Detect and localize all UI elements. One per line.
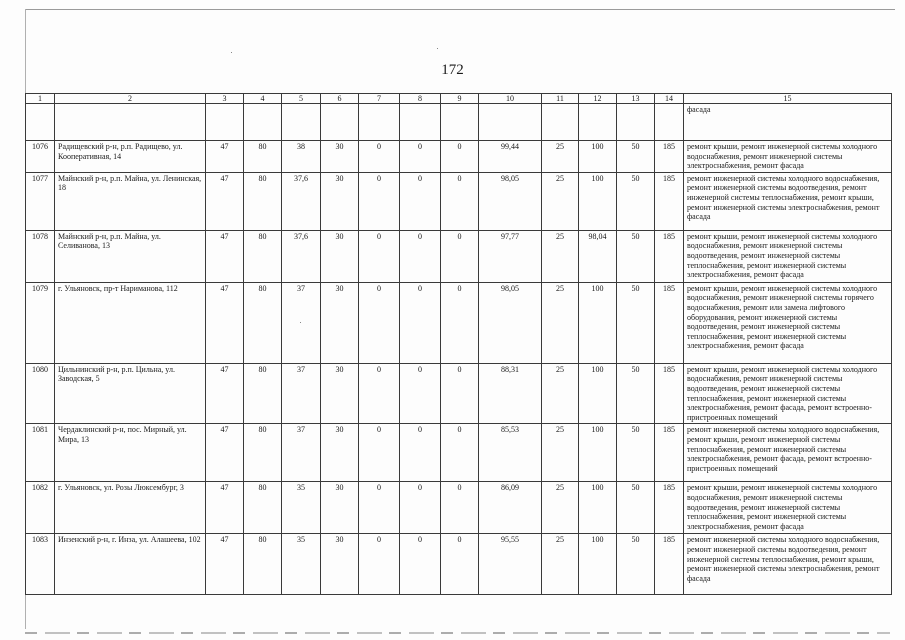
value-cell: 50 (617, 141, 655, 173)
works-cell: ремонт инженерной системы холодного водоснабжения, ремонт инженерной системы водоотведения, ремонт инженерной системы теплоснабжения, ремонт крыши, ремонт инженерной системы электроснабжения, ремонт фасада (684, 172, 892, 230)
value-cell: 37 (282, 424, 321, 482)
table-row (26, 482, 892, 534)
scan-speck (231, 52, 232, 53)
table-row (26, 282, 892, 363)
value-cell: 47 (206, 282, 244, 363)
table-row (26, 363, 892, 424)
value-cell: 47 (206, 230, 244, 282)
header-cell: 1 (26, 94, 55, 104)
value-cell: 0 (400, 230, 441, 282)
works-cell: ремонт крыши, ремонт инженерной системы холодного водоснабжения, ремонт инженерной системы горячего водоснабжения, ремонт или замена лифтового оборудования, ремонт инженерной системы водоотведения, ремонт инженерной системы теплоснабжения, ремонт инженерной системы электроснабжения, ремонт фасада (684, 282, 892, 363)
value-cell: 95,55 (479, 534, 542, 595)
header-cell: 8 (400, 94, 441, 104)
value-cell: 0 (359, 172, 400, 230)
value-cell: 50 (617, 482, 655, 534)
value-cell: 185 (655, 141, 684, 173)
row-number: 1081 (26, 424, 55, 482)
value-cell: 0 (441, 172, 479, 230)
value-cell: 38 (282, 141, 321, 173)
header-cell: 13 (617, 94, 655, 104)
value-cell: 25 (542, 141, 579, 173)
page-top-edge (25, 9, 895, 10)
value-cell: 0 (400, 424, 441, 482)
continuation-row (26, 104, 892, 141)
header-cell: 11 (542, 94, 579, 104)
value-cell: 25 (542, 482, 579, 534)
column-number-header-row (26, 94, 892, 104)
value-cell: 30 (321, 282, 359, 363)
value-cell: 98,04 (579, 230, 617, 282)
value-cell: 0 (441, 482, 479, 534)
works-cell: фасада (684, 104, 892, 141)
value-cell: 25 (542, 230, 579, 282)
works-cell: ремонт крыши, ремонт инженерной системы холодного водоснабжения, ремонт инженерной системы водоотведения, ремонт инженерной системы теплоснабжения, ремонт инженерной системы электроснабжения, ремонт фасада (684, 230, 892, 282)
header-cell: 12 (579, 94, 617, 104)
value-cell: 99,44 (479, 141, 542, 173)
row-number: 1083 (26, 534, 55, 595)
value-cell: 30 (321, 424, 359, 482)
value-cell: 35 (282, 482, 321, 534)
header-cell: 14 (655, 94, 684, 104)
page-number: 172 (441, 62, 464, 78)
value-cell: 185 (655, 363, 684, 424)
value-cell: 0 (441, 282, 479, 363)
value-cell: 185 (655, 534, 684, 595)
address-cell: Майнский р-н, р.п. Майна, ул. Ленинская, 18 (55, 172, 206, 230)
scan-speck (437, 48, 438, 49)
row-number: 1076 (26, 141, 55, 173)
header-cell: 9 (441, 94, 479, 104)
value-cell: 0 (359, 534, 400, 595)
table-row (26, 230, 892, 282)
address-cell: Майнский р-н, р.п. Майна, ул. Селиванова, 13 (55, 230, 206, 282)
value-cell: 0 (441, 141, 479, 173)
value-cell: 98,05 (479, 282, 542, 363)
value-cell: 0 (359, 482, 400, 534)
value-cell: 30 (321, 141, 359, 173)
value-cell: 30 (321, 230, 359, 282)
value-cell: 37 (282, 363, 321, 424)
value-cell: 37,6 (282, 230, 321, 282)
row-number: 1078 (26, 230, 55, 282)
value-cell: 0 (359, 230, 400, 282)
value-cell: 97,77 (479, 230, 542, 282)
value-cell: 50 (617, 282, 655, 363)
value-cell: 100 (579, 482, 617, 534)
value-cell: 0 (359, 282, 400, 363)
value-cell: 80 (244, 282, 282, 363)
value-cell: 80 (244, 172, 282, 230)
address-cell: Радищевский р-н, р.п. Радищево, ул. Кооперативная, 14 (55, 141, 206, 173)
value-cell: 50 (617, 172, 655, 230)
value-cell: 50 (617, 230, 655, 282)
value-cell: 30 (321, 363, 359, 424)
value-cell: 185 (655, 424, 684, 482)
table-row (26, 424, 892, 482)
header-cell: 6 (321, 94, 359, 104)
header-cell: 2 (55, 94, 206, 104)
header-cell: 4 (244, 94, 282, 104)
value-cell: 0 (441, 534, 479, 595)
value-cell: 47 (206, 534, 244, 595)
table-row (26, 534, 892, 595)
value-cell: 100 (579, 363, 617, 424)
value-cell: 47 (206, 141, 244, 173)
value-cell: 30 (321, 534, 359, 595)
repair-program-table (25, 93, 892, 595)
value-cell: 47 (206, 424, 244, 482)
value-cell: 100 (579, 534, 617, 595)
value-cell: 80 (244, 482, 282, 534)
value-cell: 25 (542, 282, 579, 363)
value-cell: 185 (655, 230, 684, 282)
value-cell: 100 (579, 282, 617, 363)
value-cell: 47 (206, 482, 244, 534)
value-cell: 0 (441, 230, 479, 282)
row-number: 1077 (26, 172, 55, 230)
value-cell: 100 (579, 424, 617, 482)
value-cell: 50 (617, 424, 655, 482)
value-cell: 80 (244, 424, 282, 482)
row-number: 1080 (26, 363, 55, 424)
value-cell: 98,05 (479, 172, 542, 230)
works-cell: ремонт крыши, ремонт инженерной системы холодного водоснабжения, ремонт инженерной системы водоотведения, ремонт инженерной системы теплоснабжения, ремонт инженерной системы электроснабжения, ремонт фасада (684, 482, 892, 534)
value-cell: 47 (206, 172, 244, 230)
value-cell: 50 (617, 363, 655, 424)
works-cell: ремонт крыши, ремонт инженерной системы холодного водоснабжения, ремонт инженерной системы водоотведения, ремонт инженерной системы теплоснабжения, ремонт инженерной системы электроснабжения, ремонт фасада, ремонт встроенно-пристроенных помещений (684, 363, 892, 424)
row-number: 1082 (26, 482, 55, 534)
value-cell: 80 (244, 534, 282, 595)
value-cell: 100 (579, 172, 617, 230)
value-cell: 0 (359, 363, 400, 424)
value-cell: 25 (542, 363, 579, 424)
value-cell: 185 (655, 282, 684, 363)
value-cell: 185 (655, 482, 684, 534)
value-cell: 50 (617, 534, 655, 595)
value-cell: 85,53 (479, 424, 542, 482)
value-cell: 80 (244, 363, 282, 424)
value-cell: 185 (655, 172, 684, 230)
value-cell: 0 (400, 172, 441, 230)
value-cell: 86,09 (479, 482, 542, 534)
works-cell: ремонт крыши, ремонт инженерной системы холодного водоснабжения, ремонт инженерной системы электроснабжения, ремонт фасада (684, 141, 892, 173)
value-cell: 88,31 (479, 363, 542, 424)
value-cell: 30 (321, 482, 359, 534)
value-cell: 0 (400, 482, 441, 534)
value-cell: 47 (206, 363, 244, 424)
address-cell: Чердаклинский р-н, пос. Мирный, ул. Мира, 13 (55, 424, 206, 482)
value-cell: 0 (359, 424, 400, 482)
works-cell: ремонт инженерной системы холодного водоснабжения, ремонт крыши, ремонт инженерной системы теплоснабжения, ремонт инженерной системы электроснабжения, ремонт фасада, ремонт встроенно-пристроенных помещений (684, 424, 892, 482)
value-cell: 0 (441, 363, 479, 424)
header-cell: 15 (684, 94, 892, 104)
value-cell: 0 (441, 424, 479, 482)
address-cell: Инзенский р-н, г. Инза, ул. Алашеева, 102 (55, 534, 206, 595)
value-cell: 80 (244, 141, 282, 173)
table-row (26, 141, 892, 173)
value-cell: 0 (400, 534, 441, 595)
header-cell: 10 (479, 94, 542, 104)
value-cell: 0 (400, 363, 441, 424)
address-cell: г. Ульяновск, пр-т Нариманова, 112 (55, 282, 206, 363)
value-cell: 37 (282, 282, 321, 363)
scan-bottom-edge (25, 632, 890, 634)
works-cell: ремонт инженерной системы холодного водоснабжения, ремонт инженерной системы водоотведения, ремонт инженерной системы теплоснабжения, ремонт крыши, ремонт инженерной системы электроснабжения, ремонт фасада (684, 534, 892, 595)
value-cell: 0 (400, 141, 441, 173)
value-cell: 100 (579, 141, 617, 173)
header-cell: 3 (206, 94, 244, 104)
row-number: 1079 (26, 282, 55, 363)
value-cell: 80 (244, 230, 282, 282)
value-cell: 30 (321, 172, 359, 230)
header-cell: 5 (282, 94, 321, 104)
value-cell: 25 (542, 424, 579, 482)
value-cell: 37,6 (282, 172, 321, 230)
header-cell: 7 (359, 94, 400, 104)
table-row (26, 172, 892, 230)
address-cell: Цильнинский р-н, р.п. Цильна, ул. Заводская, 5 (55, 363, 206, 424)
scan-speck (300, 322, 301, 323)
value-cell: 0 (359, 141, 400, 173)
value-cell: 35 (282, 534, 321, 595)
address-cell: г. Ульяновск, ул. Розы Люксембург, 3 (55, 482, 206, 534)
value-cell: 25 (542, 172, 579, 230)
value-cell: 25 (542, 534, 579, 595)
value-cell: 0 (400, 282, 441, 363)
